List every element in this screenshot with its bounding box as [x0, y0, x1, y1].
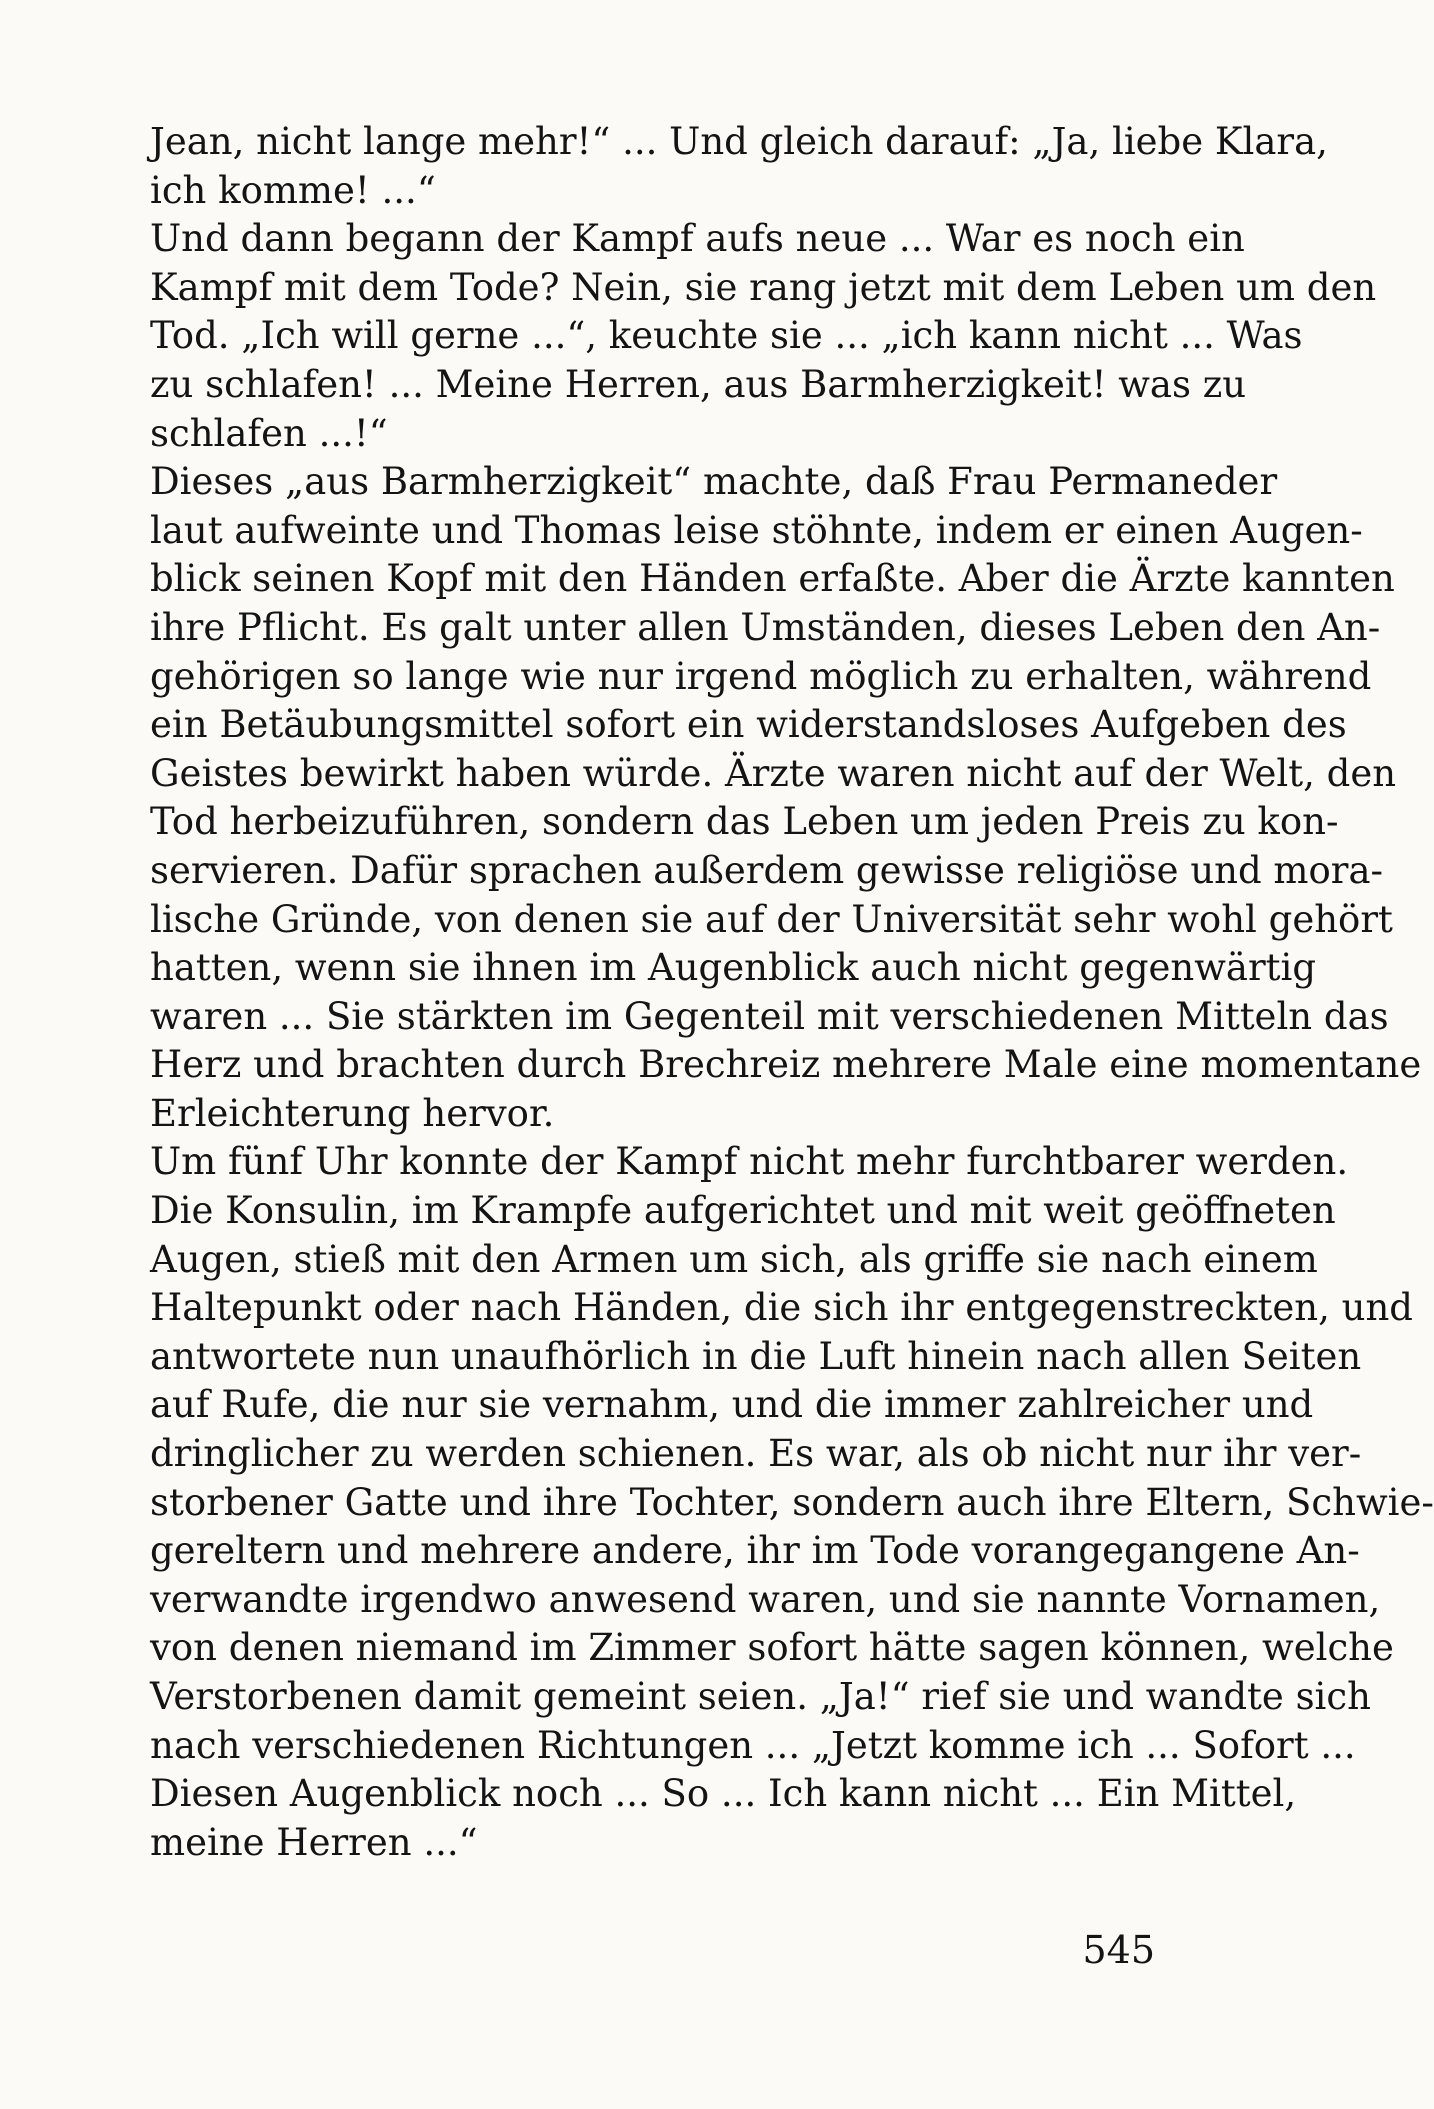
text-line: Tod herbeizuführen, sondern das Leben um jeden Preis zu kon- [150, 800, 1339, 844]
text-line: Diesen Augenblick noch ... So ... Ich kann nicht ... Ein Mittel, [150, 1772, 1297, 1816]
text-line: Augen, stieß mit den Armen um sich, als griffe sie nach einem [150, 1237, 1318, 1281]
text-line: schlafen ...!“ [150, 411, 388, 455]
paragraph [150, 458, 1422, 1138]
text-line: hatten, wenn sie ihnen im Augenblick auch nicht gegenwärtig [150, 946, 1317, 990]
text-line: zu schlafen! ... Meine Herren, aus Barmherzigkeit! was zu [150, 362, 1247, 406]
text-line: Um fünf Uhr konnte der Kampf nicht mehr furchtbarer werden. [150, 1140, 1349, 1184]
text-line: verwandte irgendwo anwesend waren, und sie nannte Vornamen, [150, 1577, 1381, 1621]
text-line: von denen niemand im Zimmer sofort hätte sagen können, welche [150, 1626, 1394, 1670]
text-line: storbener Gatte und ihre Tochter, sondern auch ihre Eltern, Schwie- [150, 1480, 1434, 1524]
paragraph [150, 118, 1328, 215]
text-line: Tod. „Ich will gerne ...“, keuchte sie ... „ich kann nicht ... Was [150, 314, 1303, 358]
body-text [150, 118, 1434, 1867]
text-line: servieren. Dafür sprachen außerdem gewisse religiöse und mora- [150, 848, 1384, 892]
text-line: ich komme! ...“ [150, 168, 436, 212]
text-line: ihre Pflicht. Es galt unter allen Umständen, dieses Leben den An- [150, 605, 1381, 649]
text-line: Die Konsulin, im Krampfe aufgerichtet und mit weit geöffneten [150, 1189, 1336, 1233]
text-line: antwortete nun unaufhörlich in die Luft hinein nach allen Seiten [150, 1334, 1362, 1378]
text-line: blick seinen Kopf mit den Händen erfaßte. Aber die Ärzte kannten [150, 557, 1395, 601]
text-line: Haltepunkt oder nach Händen, die sich ihr entgegenstreckten, und [150, 1286, 1413, 1330]
text-line: ein Betäubungsmittel sofort ein widerstandsloses Aufgeben des [150, 703, 1347, 747]
text-line: gereltern und mehrere andere, ihr im Tode vorangegangene An- [150, 1529, 1360, 1573]
page-number: 545 [1082, 1928, 1155, 1972]
text-line: Verstorbenen damit gemeint seien. „Ja!“ rief sie und wandte sich [150, 1675, 1371, 1718]
paragraph [150, 1138, 1434, 1867]
text-line: nach verschiedenen Richtungen ... „Jetzt komme ich ... Sofort ... [150, 1723, 1356, 1767]
text-line: Jean, nicht lange mehr!“ ... Und gleich darauf: „Ja, liebe Klara, [150, 120, 1328, 163]
text-line: lische Gründe, von denen sie auf der Universität sehr wohl gehört [150, 897, 1393, 941]
text-line: meine Herren ...“ [150, 1820, 478, 1864]
text-line: Herz und brachten durch Brechreiz mehrere Male eine momentane [150, 1043, 1422, 1087]
text-line: waren ... Sie stärkten im Gegenteil mit verschiedenen Mitteln das [150, 994, 1389, 1038]
text-line: auf Rufe, die nur sie vernahm, und die immer zahlreicher und [150, 1383, 1314, 1427]
text-line: gehörigen so lange wie nur irgend möglich zu erhalten, während [150, 654, 1372, 698]
paragraph [150, 215, 1377, 458]
text-line: Und dann begann der Kampf aufs neue ... War es noch ein [150, 217, 1245, 261]
text-line: Kampf mit dem Tode? Nein, sie rang jetzt mit dem Leben um den [150, 265, 1377, 309]
text-line: Dieses „aus Barmherzigkeit“ machte, daß Frau Permaneder [150, 460, 1278, 504]
text-line: Erleichterung hervor. [150, 1091, 555, 1135]
text-line: dringlicher zu werden schienen. Es war, als ob nicht nur ihr ver- [150, 1432, 1362, 1476]
text-line: Geistes bewirkt haben würde. Ärzte waren nicht auf der Welt, den [150, 751, 1397, 795]
text-line: laut aufweinte und Thomas leise stöhnte, indem er einen Augen- [150, 508, 1363, 552]
